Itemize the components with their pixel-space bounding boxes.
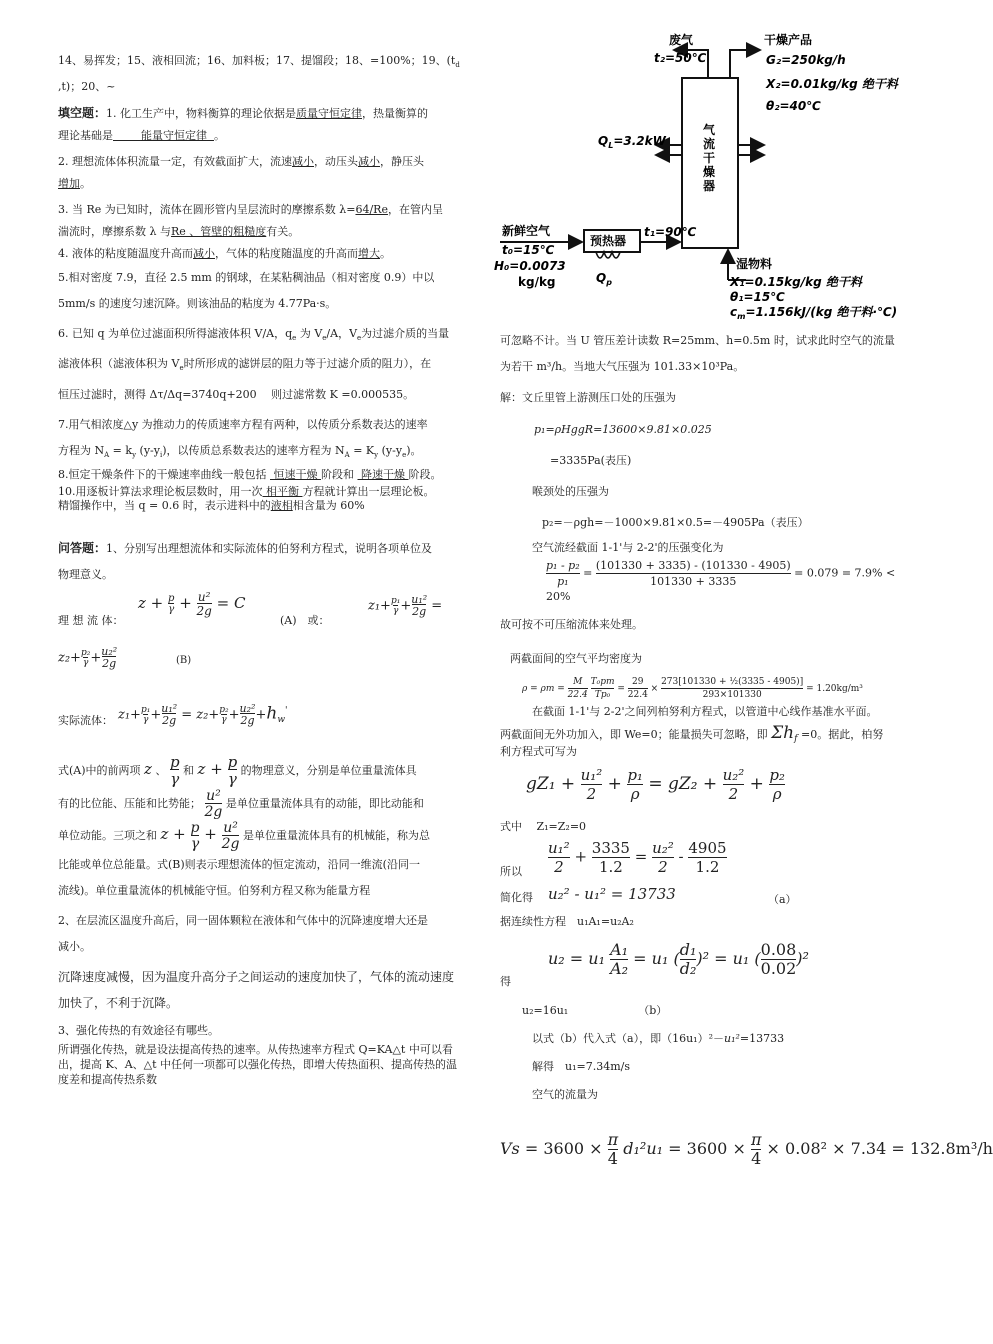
svg-text:θ₁=15℃: θ₁=15℃ xyxy=(730,290,785,304)
fill-q1: 填空题：1. 化工生产中，物料衡算的理论依据是质量守恒定律，热量衡算的 理论基础是 能量守恒定律 。 xyxy=(58,106,429,143)
airflow-dryer-diagram xyxy=(494,30,914,325)
qa-q3: 3、强化传热的有效途径有哪些。 xyxy=(58,1023,219,1037)
svg-text:Qp: $Q_p$ xyxy=(596,271,612,287)
right-column xyxy=(500,328,993,1169)
avg-density-formula: $\rho = \rho m = \frac{M}{22.4}$ $\frac{\text{T₀pm}}{\text{Tp₀}}$ = $\frac{29}{22.4}$ × $\frac{\text{273[101330 + ½(3335 - 4905)]}}{293\times 101330}$ = 1.20kg/m³ xyxy=(522,677,863,700)
qa-a3: 所谓强化传热，就是设法提高传热的速率。从传热速率方程式 Q=KA△t 中可以看出，提高 K、A、△t 中任何一项都可以强化传热，即增大传热面积、提高传热的温度差和提高传热系数 xyxy=(58,1042,458,1086)
answer-line-14-20: 14、易挥发；15、液相回流；16、加料板；17、提馏段；18、=100%；19、($t_d$ ,t)；20、~ xyxy=(58,54,460,94)
throat-pressure-label: 喉颈处的压强为 xyxy=(532,485,609,498)
qa-q1-explain: 式(A)中的前两项 z 、 p γ 和 z + p γ 的物理意义，分别是单位重量流体具 有的比位能、压能和比势能； u² 2g 是单位重量流体具有的动能，即比动能和 单位动能。三项之和 z + p γ + u² 2g 是单位重量流体具有的机械能，称为总 比能或单位总能量。式(B)则表示理想流体的恒定流动，沿同一维流(沿同一 流线)。单位重量流体的机械能守恒。伯努利方程又称为能量方程 xyxy=(58,752,430,897)
svg-text:X₂=0.01kg/kg 绝干料: X₂=0.01kg/kg 绝干料 xyxy=(766,77,898,91)
fill-q4: 4. 液体的粘度随温度升高而减小，气体的粘度随温度的升高而增大。 xyxy=(58,247,391,261)
fill-q7: 7.用气相浓度△y 为推动力的传质速率方程有两种，以传质分系数表达的速率 方程为 $N_A = k_y$ $(y-y_i)$，以传质总系数表达的速率方程为 $N_A = K_y$ $(y-y_e)$。 xyxy=(58,417,428,459)
svg-text:t₁=90℃: t₁=90℃ xyxy=(644,225,697,239)
incompressible-note: 故可按不可压缩流体来处理。 xyxy=(500,618,643,631)
velocity-ratio-formula: u₂ = u₁ A₁ A₂ = u₁ (d₁ d₂ )² = u₁ ($\frac{0.08}{0.02}$ )² xyxy=(548,940,809,979)
fill-q6: 6. 已知 q 为单位过滤面积所得滤液体积 V/A，$q_e$ 为 $V_e/A$，$V_e$为过滤介质的当量 滤液体积（滤液体积为 $V_e$时所形成的滤饼层的阻力等于过滤介质的阻力），在 恒压过滤时，测得 Δτ/Δq=3740q+200 则过滤常数 K =0.000535。 xyxy=(58,327,450,401)
svg-text:X₁=0.15kg/kg 绝干料: X₁=0.15kg/kg 绝干料 xyxy=(730,275,862,289)
bernoulli-setup: 在截面 1-1'与 2-2'之间列柏努利方程式，以管道中心线作基准水平面。 xyxy=(532,705,878,718)
p2-eq: p₂=－ρgh=－1000×9.81×0.5=－4905Pa（表压） xyxy=(542,516,809,529)
pressure-change-label: 空气流经截面 1-1'与 2-2'的压强变化为 xyxy=(532,541,724,554)
u1-result: 解得 u₁=7.34m/s xyxy=(532,1060,630,1074)
svg-text:废气: 废气 xyxy=(669,33,694,47)
fill-q10: 10.用逐板计算法求理论板层数时，用一次 相平衡 方程就计算出一层理论板。 精馏操作中，当 q = 0.6 时，表示进料中的液相相含量为 60% xyxy=(58,484,435,512)
bernoulli-venturi-formula: gZ₁ + u₁² 2 + p₁ ρ = gZ₂ + u₂² 2 + p₂ ρ xyxy=(526,766,785,804)
avg-density-label: 两截面间的空气平均密度为 xyxy=(510,652,642,665)
svg-text:器: 器 xyxy=(703,179,716,193)
continuity-ratio-block: 得 u₂ = u₁ A₁ A₂ = u₁ (d₁ d₂ )² = u₁ ($\frac{0.08}{0.02}$ )² xyxy=(500,940,809,989)
continuity-eq: 据连续性方程 u₁A₁=u₂A₂ xyxy=(500,915,634,929)
venturi-problem-text: 可忽略不计。当 U 管压差计读数 R=25mm、h=0.5m 时，试求此时空气的流量 为若干 m³/h。当地大气压强为 101.33×10³Pa。 xyxy=(500,334,895,373)
svg-text:H₀=0.0073: H₀=0.0073 xyxy=(494,259,566,273)
svg-text:t₀=15℃: t₀=15℃ xyxy=(502,243,555,257)
svg-text:θ₂=40℃: θ₂=40℃ xyxy=(766,99,821,113)
svg-text:气: 气 xyxy=(703,123,716,137)
svg-text:干: 干 xyxy=(703,151,716,165)
left-column xyxy=(58,50,468,1091)
svg-text:新鲜空气: 新鲜空气 xyxy=(502,224,551,238)
p1-result: =3335Pa(表压) xyxy=(550,454,632,467)
fill-q5: 5.相对密度 7.9，直径 2.5 mm 的钢球，在某粘稠油品（相对密度 0.9）中以 5mm/s 的速度匀速沉降。则该油品的粘度为 4.77Pa·s。 xyxy=(58,271,435,311)
svg-text:流: 流 xyxy=(703,137,716,151)
product-pipe xyxy=(730,50,760,78)
equation-z-p-gamma: z + p γ + u² 2g = C xyxy=(138,589,246,618)
svg-text:燥: 燥 xyxy=(703,165,716,179)
bernoulli-real-equation: 实际流体： z₁+p₁ γ +u₁² 2g = z₂+p₂ γ +u₂² $2g+h_w'$ xyxy=(58,700,468,754)
dryer-label xyxy=(702,122,716,193)
u2-relation: u₂=16u₁ （b） xyxy=(522,1004,668,1018)
svg-text:湿物料: 湿物料 xyxy=(736,257,773,271)
flow-rate-formula: Vs = 3600 × π 4 d₁²u₁ = 3600 × π 4 × 0.08² × 7.34 = 132.8m³/h xyxy=(500,1130,993,1169)
qa-a2: 沉降速度减慢，因为温度升高分子之间运动的速度加快了，气体的流动速度 加快了，不利于沉降。 xyxy=(58,969,455,1010)
solution-intro: 解：文丘里管上游测压口处的压强为 xyxy=(500,391,676,404)
svg-text:t₂=50℃: t₂=50℃ xyxy=(654,51,707,65)
svg-text:预热器: 预热器 xyxy=(590,234,627,248)
svg-text:kg/kg: kg/kg xyxy=(518,275,556,289)
equation-real-fluid: z₁+p₁ γ +u₁² 2g = z₂+p₂ γ +u₂² $2g+h_w'$ xyxy=(118,701,288,727)
fill-q2: 2. 理想流体体积流量一定，有效截面扩大，流速减小，动压头减小，静压头 增加。 xyxy=(58,155,424,191)
qa-q1: 问答题：1、分别写出理想流体和实际流体的伯努利方程式，说明各项单位及 物理意义。 xyxy=(58,540,433,581)
svg-text:G₂=250kg/h: G₂=250kg/h xyxy=(766,53,846,67)
svg-text:干燥产品: 干燥产品 xyxy=(764,33,813,47)
simplify-block: 所以 u₁² 2 + $\frac{3335}{1.2}$ = u₂² 2 - $\frac{4905}{1.2}$ 简化得 u₂² - u₁² = 13733 （a） xyxy=(500,839,797,907)
fill-q3: 3. 当 Re 为已知时，流体在圆形管内呈层流时的摩擦系数 λ=64/Re，在管内呈 湍流时，摩擦系数 λ 与Re 、管壁的粗糙度有关。 xyxy=(58,203,443,239)
svg-text:QL=3.2kW: $Q_L=3.2kW$ xyxy=(598,134,666,150)
qa-q2: 2、在层流区温度升高后，同一固体颗粒在液体和气体中的沉降速度增大还是 减小。 xyxy=(58,913,428,953)
equation-z1-z2: z₁+p₁ γ +u₁² 2g = xyxy=(368,592,443,618)
svg-text:cm=1.156kJ/(kg 绝干料·℃): $c_m=1.156kJ/(kg$ 绝干料·℃) xyxy=(730,305,898,321)
z-zero-note: 式中 Z₁=Z₂=0 xyxy=(500,820,587,834)
simplified-bernoulli: u₁² 2 + $\frac{3335}{1.2}$ = u₂² 2 - $\frac{4905}{1.2}$ xyxy=(548,839,727,877)
pressure-ratio-formula: $\frac{\text{p₁ - p₂}}{\text{p₁}}$ = $\frac{(101330 + 3335) - (101330 - 4905)}{101330 + 3335}$ = 0.079 = 7.9% < 20% xyxy=(546,559,896,603)
fill-q8: 8.恒定干燥条件下的干燥速率曲线一般包括 恒速干燥 阶段和 降速干燥 阶段。 xyxy=(58,467,442,481)
fill-section-title: 填空题： xyxy=(58,106,107,121)
flow-rate-label: 空气的流量为 xyxy=(532,1088,598,1102)
p1-eq: p₁=ρHggR=13600×9.81×0.025 xyxy=(534,423,712,436)
bernoulli-ideal-equations: 理 想 流 体： z + p γ + u² 2g = C (A) 或： z₁+p₁ γ +u₁² 2g = z₂+p₂ γ +u₂² 2g (B) xyxy=(58,589,443,670)
substitute-eq: 以式（b）代入式（a），即（16u₁）²－u₁²=13733 xyxy=(532,1032,785,1046)
no-work-note: 两截面间无外功加入，即 We=0；能量损失可忽略，即 $\Sigma h_f =0$。据此，柏努 利方程式可写为 xyxy=(500,723,884,759)
equation-z2-side: z₂+p₂ γ +u₂² 2g xyxy=(58,644,118,670)
qa-section-title: 问答题： xyxy=(58,540,107,555)
